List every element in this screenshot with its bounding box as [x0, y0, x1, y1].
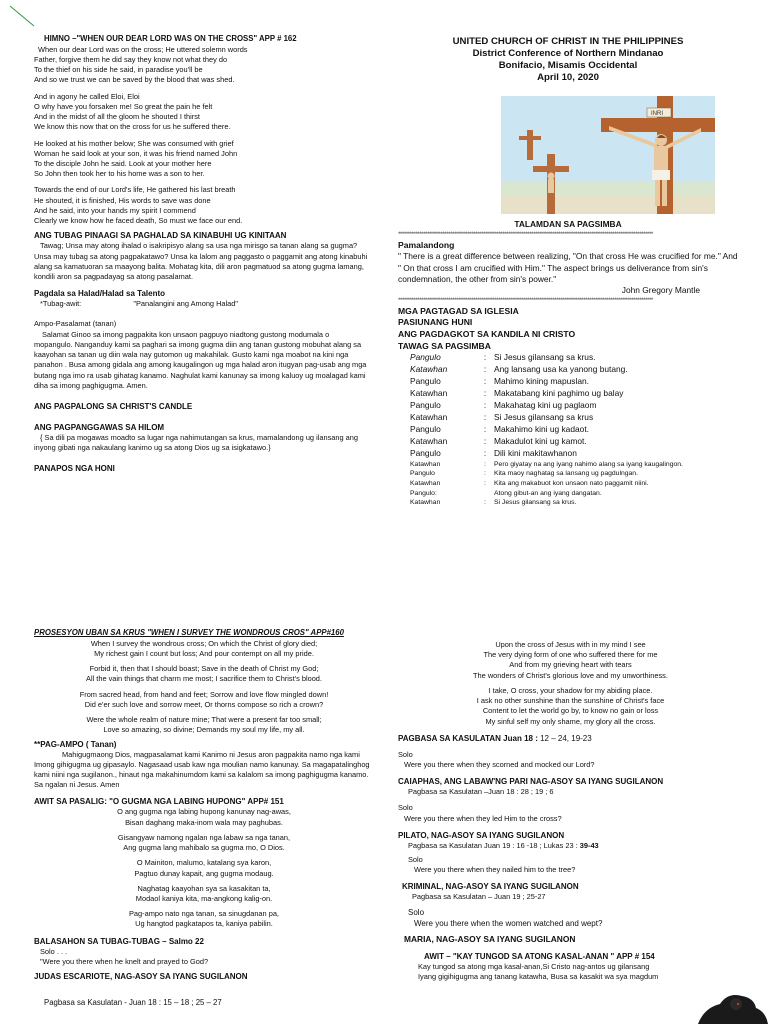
maria-awit: AWIT – "KAY TUNGOD SA ATONG KASAL-ANAN " APP # 154 [424, 951, 655, 961]
top-right-column [398, 36, 738, 526]
lyric-line: Modaol kaniya kita, ma-angkong kalig-on. [135, 893, 273, 903]
order-line-3: ANG PAGDAGKOT SA KANDILA NI CRISTO [398, 329, 576, 340]
tawag-separator: : [483, 400, 487, 411]
top-left-column [34, 34, 369, 514]
pagampo-heading: **PAG-AMPO ( Tanan) [34, 739, 117, 749]
lyric-line: My richest gain I count but loss; And pour contempt on all my pride. [94, 648, 314, 658]
lyric-line: Father, forgive them he did say they know not what they do [34, 54, 228, 64]
lyric-line: Upon the cross of Jesus with in my mind I see [495, 640, 646, 649]
tawag-line: Makadulot kini ug kamot. [494, 435, 587, 446]
tawag-role: Pangulo [410, 352, 441, 363]
lyric-line: From sacred head, from hand and feet; Sorrow and love flow mingled down! [79, 689, 329, 699]
lyric-line: Bisan daghang maka-inom wala may paghubas. [125, 817, 283, 827]
order-line-4: TAWAG SA PAGSIMBA [398, 340, 491, 351]
lyric-line: To the disciple John he said. Look at your mother here [34, 158, 212, 168]
pagdala-tubag-awit [40, 299, 369, 309]
tawag-role: Pangulo [410, 470, 435, 478]
stanza [34, 92, 369, 133]
tawag-row [410, 498, 683, 508]
tawag-role: Pangulo [410, 447, 441, 458]
tawag-separator [476, 489, 494, 499]
lyric-line: And in agony he called Eloi, Eloi [34, 91, 140, 101]
lyric-line: O Mainiton, malumo, katalang sya karon, [136, 858, 272, 868]
lyric-line: Pag-ampo nato nga tanan, sa sinugdanan pa, [129, 909, 279, 919]
lyric-line: Woman he said look at your son, it was his friend named John [34, 148, 238, 158]
lyric-line: The very dying form of one who suffered there for me [483, 650, 658, 660]
tawag-row [410, 469, 683, 479]
pagbasa-juan [398, 733, 743, 744]
stanza [34, 909, 374, 929]
stanza [398, 686, 743, 727]
tawag-role: Pangulo: [410, 489, 437, 497]
solo1-text: Were you there when they scorned and mocked our Lord? [404, 760, 595, 769]
stanza [398, 640, 743, 681]
tawag-row [410, 400, 683, 412]
tawag-line: Kita ang makabuot kon unsaon nato paggamit niini. [494, 480, 649, 488]
kriminal-pagbasa: Pagbasa sa Kasulatan – Juan 19 ; 25-27 [412, 891, 546, 901]
bottom-left-column [34, 628, 374, 1024]
church-name: UNITED CHURCH OF CHRIST IN THE PHILIPPINES [452, 36, 684, 47]
tawag-role: Katawhan [410, 388, 448, 399]
tawag-line: Ang lansang usa ka yanong butang. [494, 364, 628, 375]
tawag-separator: : [483, 376, 487, 387]
corner-line-decoration [0, 0, 40, 30]
tawag-line: Si Jesus gilansang sa krus [494, 412, 594, 423]
lyric-line: Clearly we know how he faced death, So must we face our end. [34, 216, 243, 226]
stanza [34, 833, 374, 853]
tawag-line: Si Jesus gilansang sa krus. [494, 352, 596, 363]
church-header [398, 36, 738, 84]
tawag-role: Katawhan [410, 499, 441, 507]
tawag-role: Katawhan [410, 364, 448, 375]
tawag-role: Katawhan [410, 460, 441, 468]
stanza [34, 807, 374, 827]
tawag-role: Katawhan [410, 412, 448, 423]
ampo-heading: Ampo-Pasalamat (tanan) [34, 319, 117, 329]
stars-divider-1: ************************************************************************************************************************************ [398, 230, 653, 238]
lyric-line: Did e'er such love and sorrow meet, Or thorns compose so rich a crown? [84, 699, 324, 709]
stanza [34, 664, 374, 684]
lyric-line: All the vain things that charm me most; I sacrifice them to Christ's blood. [86, 674, 322, 684]
judas-heading: JUDAS ESCARIOTE, NAG-ASOY SA IYANG SUGILANON [34, 972, 248, 982]
ampo-text: Salamat Ginoo sa imong pagpakita kon unsaon pagpuyo niadtong gustong modumala o mopangulo. Nanganduy kami sa paghari sa imong gugma diin ang tanan gustong mobuhat alang sa kaayohan sa tanan ug diin wala nay gutomon ug makahilak. Gusto kami nga moabot na kini nga panahon . Busa among gidala ang among kaugalingon ug mga halad aron itugyan pag-usab ang mga butang nga imo ra usab gihatag kanamo. Naghulat kami kanunay sa imong kaluoy ug moalagad kami diha sa imong paghigugma. Amen. [34, 329, 367, 390]
tawag-responsive-reading [410, 352, 683, 508]
tawag-line: Mahimo kining mapuslan. [494, 376, 589, 387]
lyric-line: Naghatag kaayohan sya sa kasakitan ta, [137, 883, 271, 893]
stanza [34, 884, 374, 904]
tubag-text: Tawag; Unsa may atong ihalad o isakripisyo alang sa usa nga mirisgo sa tanan alang sa gugma? Unsa may tubag sa atong pagpakatawo? Unsa ka lalom ang paggasto o paggamit ang atong kinabuhi alang sa kamatuoran sa maayong balita. Mohatag kita, dili aron pagmatuod sa atong gugma lamang, kondili aron sa pagpadayag sa atong pasalamat. [34, 241, 368, 281]
service-date: April 10, 2020 [537, 71, 599, 83]
tubag-heading: ANG TUBAG PINAAGI SA PAGHALAD SA KINABUHI UG KINITAAN [34, 231, 287, 241]
pamalandong-heading: Pamalandong [398, 239, 455, 250]
lyric-line: And from my grieving heart with tears [509, 660, 632, 670]
tawag-separator: : [484, 499, 486, 507]
lyric-line: And in the midst of all the gloom he shouted I thirst [34, 112, 200, 122]
hilom-heading: ANG PAGPANGGAWAS SA HILOM [34, 422, 165, 432]
tawag-separator: : [484, 470, 486, 478]
silhouette-decoration [694, 990, 768, 1024]
tawag-role: Katawhan [410, 480, 441, 488]
pilato-pagbasa-ref: 39-43 [579, 840, 599, 850]
lyric-line: Content to let the world go by, to know no gain or loss [482, 706, 659, 716]
kriminal-heading: KRIMINAL, NAG-ASOY SA IYANG SUGILANON [402, 881, 579, 891]
lyric-line: Ug hangtod pagkatapos ta, kaniya pabilin. [135, 919, 273, 929]
lyric-line: Forbid it, then that I should boast; Save in the death of Christ my God; [89, 664, 319, 674]
stanza [34, 45, 369, 86]
bottom-right-column [398, 640, 743, 1024]
tawag-separator: : [483, 435, 487, 446]
lyric-line: We know this now that on the cross for us he suffered there. [34, 122, 231, 132]
crucifixion-illustration [501, 96, 715, 214]
tawag-line: Makahatag kini ug paglaom [494, 400, 597, 411]
lyric-line: To the thief on his side he said, in paradise you'll be [34, 65, 203, 75]
solo1-label: Solo [398, 749, 413, 759]
balasahon-text: "Were you there when he knelt and prayed to God? [40, 956, 209, 966]
lyric-line: Gisangyaw namong ngalan nga labaw sa nga tanan, [117, 832, 291, 842]
solo3-text: Were you there when they nailed him to the tree? [414, 865, 576, 875]
tawag-line: Kita maoy naghatag sa lansang ug pagdulngan. [494, 470, 638, 478]
stars-divider-2: ************************************************************************************************************************************ [398, 296, 653, 304]
tawag-separator: : [484, 480, 486, 488]
tawag-role: Katawhan [410, 435, 448, 446]
tawag-line: Pero giyatay na ang iyang nahimo alang sa iyang kaugalingon. [494, 460, 683, 468]
tawag-separator: : [483, 388, 487, 399]
prosesyon-lyrics [34, 639, 374, 736]
stanza [34, 139, 369, 180]
order-of-worship [398, 306, 738, 353]
tawag-line: Dili kini makitawhanon [494, 447, 577, 458]
tawag-row [410, 352, 683, 364]
tawag-separator: : [483, 412, 487, 423]
balasahon-heading: BALASAHON SA TUBAG-TUBAG – Salmo 22 [34, 936, 204, 946]
lyric-line: He shouted, it is finished, His words to save was done [34, 195, 211, 205]
tawag-row [410, 388, 683, 400]
hymn1-title: HIMNO –"WHEN OUR DEAR LORD WAS ON THE CROSS" APP # 162 [44, 34, 297, 43]
lyric-line: When I survey the wondrous cross; On which the Christ of glory died; [90, 638, 318, 648]
lyric-line: Ang gugma lang mahibalo sa gugma mo, O Dios. [123, 843, 285, 853]
maria-lyric-line: Iyang gigihigugma ang tanang katawha, Busa sa kasakit wa sya magdum [418, 971, 659, 981]
inri-sign-text: INRI [651, 110, 663, 117]
balasahon-solo: Solo . . . [40, 946, 68, 956]
solo2-label: Solo [398, 803, 413, 813]
tawag-role: Pangulo [410, 400, 441, 411]
prosesyon-heading: PROSESYON UBAN SA KRUS "WHEN I SURVEY THE WONDROUS CROS" APP#160 [34, 628, 344, 637]
awit-pasalig-lyrics [34, 807, 374, 929]
stanza [34, 639, 374, 659]
stanza [34, 715, 374, 735]
lyric-line: And so we trust we can be saved by the blood that was shed. [34, 75, 235, 85]
hilom-text: { Sa dili pa mogawas moadto sa lugar nga nahimutangan sa krus, mamalandong ug ilansang ang inyong gibati nga nakaulang kanimo ug sa atong Dios ug sa isigkatawo.} [34, 433, 359, 453]
upon-the-cross-lyrics [398, 640, 743, 727]
lyric-line: Towards the end of our Lord's life, He gathered his last breath [34, 185, 236, 195]
candle-heading: ANG PAGPALONG SA CHRIST'S CANDLE [34, 401, 193, 411]
tawag-role: Pangulo [410, 423, 441, 434]
tawag-separator: : [483, 364, 487, 375]
caiaphas-heading: CAIAPHAS, ANG LABAW'NG PARI NAG-ASOY SA IYANG SUGILANON [398, 777, 664, 787]
location: Bonifacio, Misamis Occidental [498, 59, 638, 71]
solo2-text: Were you there when they led Him to the cross? [404, 813, 562, 823]
awit-pasalig-heading: AWIT SA PASALIG: "O GUGMA NGA LABING HUPONG" APP# 151 [34, 797, 284, 807]
maria-heading: MARIA, NAG-ASOY SA IYANG SUGILANON [404, 933, 576, 944]
order-line-2: PASIUNANG HUNI [398, 317, 473, 328]
lyric-line: Love so amazing, so divine; Demands my soul my life, my all. [103, 725, 305, 735]
lyric-line: My sinful self my only shame, my glory all the cross. [485, 716, 656, 726]
tawag-row [410, 448, 683, 460]
lyric-line: When our dear Lord was on the cross; He uttered solemn words [38, 44, 248, 54]
district-conference: District Conference of Northern Mindanao [472, 47, 664, 59]
lyric-line: The wonders of Christ's glorious love and my unworthiness. [473, 670, 668, 680]
caiaphas-pagbasa: Pagbasa sa Kasulatan –Juan 18 : 28 ; 19 ; 6 [408, 787, 554, 797]
tawag-line: Si Jesus gilansang sa krus. [494, 499, 577, 507]
tawag-row [410, 376, 683, 388]
maria-awit-lyrics [418, 962, 743, 982]
solo4-label: Solo [408, 907, 425, 917]
maria-lyric-line: Kay tungod sa atong mga kasal-anan,Si Cristo nag-antos ug gilansang [418, 961, 650, 971]
lyric-line: I take, O cross, your shadow for my abiding place. [488, 685, 653, 695]
lyric-line: Were the whole realm of nature mine; That were a present far too small; [86, 715, 322, 725]
lyric-line: He looked at his mother below; She was consumed with grief [34, 138, 234, 148]
tawag-separator: : [483, 423, 487, 434]
pagampo-text: Mahigugmaong Dios, magpasalamat kami Kanimo ni Jesus aron pagpakita namo nga kami Imong gihigugma ug gipasaylo. Nagasaad usab kaw nga moulian namo kanunay. Sa magapatalinghog kami niini nga sugilanon., hinaut nga makahinumdom kami sa kalalom sa imong paghigugma kanamo. Sa ngalan ni Jesus. Amen [34, 749, 370, 790]
pamalandong-author: John Gregory Mantle [621, 285, 700, 296]
stanza [34, 858, 374, 878]
tawag-separator: : [483, 352, 487, 363]
tawag-row [410, 436, 683, 448]
tawag-role: Pangulo [410, 376, 441, 387]
tawag-line: Makatabang kini paghimo ug balay [494, 388, 624, 399]
pagbasa-juan-ref: 12 – 24, 19-23 [540, 733, 592, 743]
hymn1-lyrics [34, 45, 369, 227]
tawag-row [410, 460, 683, 470]
tawag-separator: : [484, 460, 486, 468]
solo4-text: Were you there when the women watched and wept? [414, 918, 603, 928]
order-line-1: MGA PAGTAGAD SA IGLESIA [398, 305, 519, 316]
lyric-line: O ang gugma nga labing hupong kanunay nag-awas, [117, 807, 291, 817]
tawag-row [410, 412, 683, 424]
stanza [34, 185, 369, 226]
pilato-heading: PILATO, NAG-ASOY SA IYANG SUGILANON [398, 830, 565, 840]
pilato-pagbasa [408, 841, 743, 851]
tawag-row [410, 364, 683, 376]
stanza [34, 690, 374, 710]
lyric-line: O why have you forsaken me! So great the pain he felt [34, 101, 213, 111]
lyric-line: Pagtuo dunay kapait, ang gugma modaug. [134, 868, 274, 878]
pamalandong-text: " There is a great difference between realizing, "On that cross He was crucified for me." And " On that cross I am crucified with Him." The aspect brings us deliverance from sin's condemnation, the other from sin's power." [398, 251, 738, 285]
lyric-line: So John then took her to his home was a son to her. [34, 169, 205, 179]
tawag-row [410, 424, 683, 436]
pilato-pagbasa-text: Pagbasa sa Kasulatan Juan 19 : 16 -18 ; Lukas 23 : [408, 840, 578, 850]
solo3-label: Solo [408, 855, 423, 865]
tubag-awit-value: "Panalangini ang Among Halad" [133, 299, 239, 309]
tawag-separator: : [483, 447, 487, 458]
tawag-line: Makahimo kini ug kadaot. [494, 423, 589, 434]
tawag-row [410, 489, 683, 499]
crucifixion-image [501, 96, 715, 214]
pagdala-heading: Pagdala sa Halad/Halad sa Talento [34, 289, 166, 299]
pagbasa-juan-label: PAGBASA SA KASULATAN Juan 18 : [398, 733, 538, 743]
tubag-awit-label: *Tubag-awit: [40, 299, 82, 309]
lyric-line: I ask no other sunshine than the sunshine of Christ's face [476, 696, 665, 706]
tawag-line: Atong gibut-an ang iyang dangatan. [494, 489, 602, 497]
tawag-row [410, 479, 683, 489]
judas-pagbasa: Pagbasa sa Kasulatan - Juan 18 : 15 – 18 ; 25 – 27 [44, 998, 222, 1008]
lyric-line: And he said, into your hands my spirit I commend [34, 205, 196, 215]
panapos-heading: PANAPOS NGA HONI [34, 464, 115, 474]
talamdan-heading: TALAMDAN SA PAGSIMBA [514, 218, 622, 229]
